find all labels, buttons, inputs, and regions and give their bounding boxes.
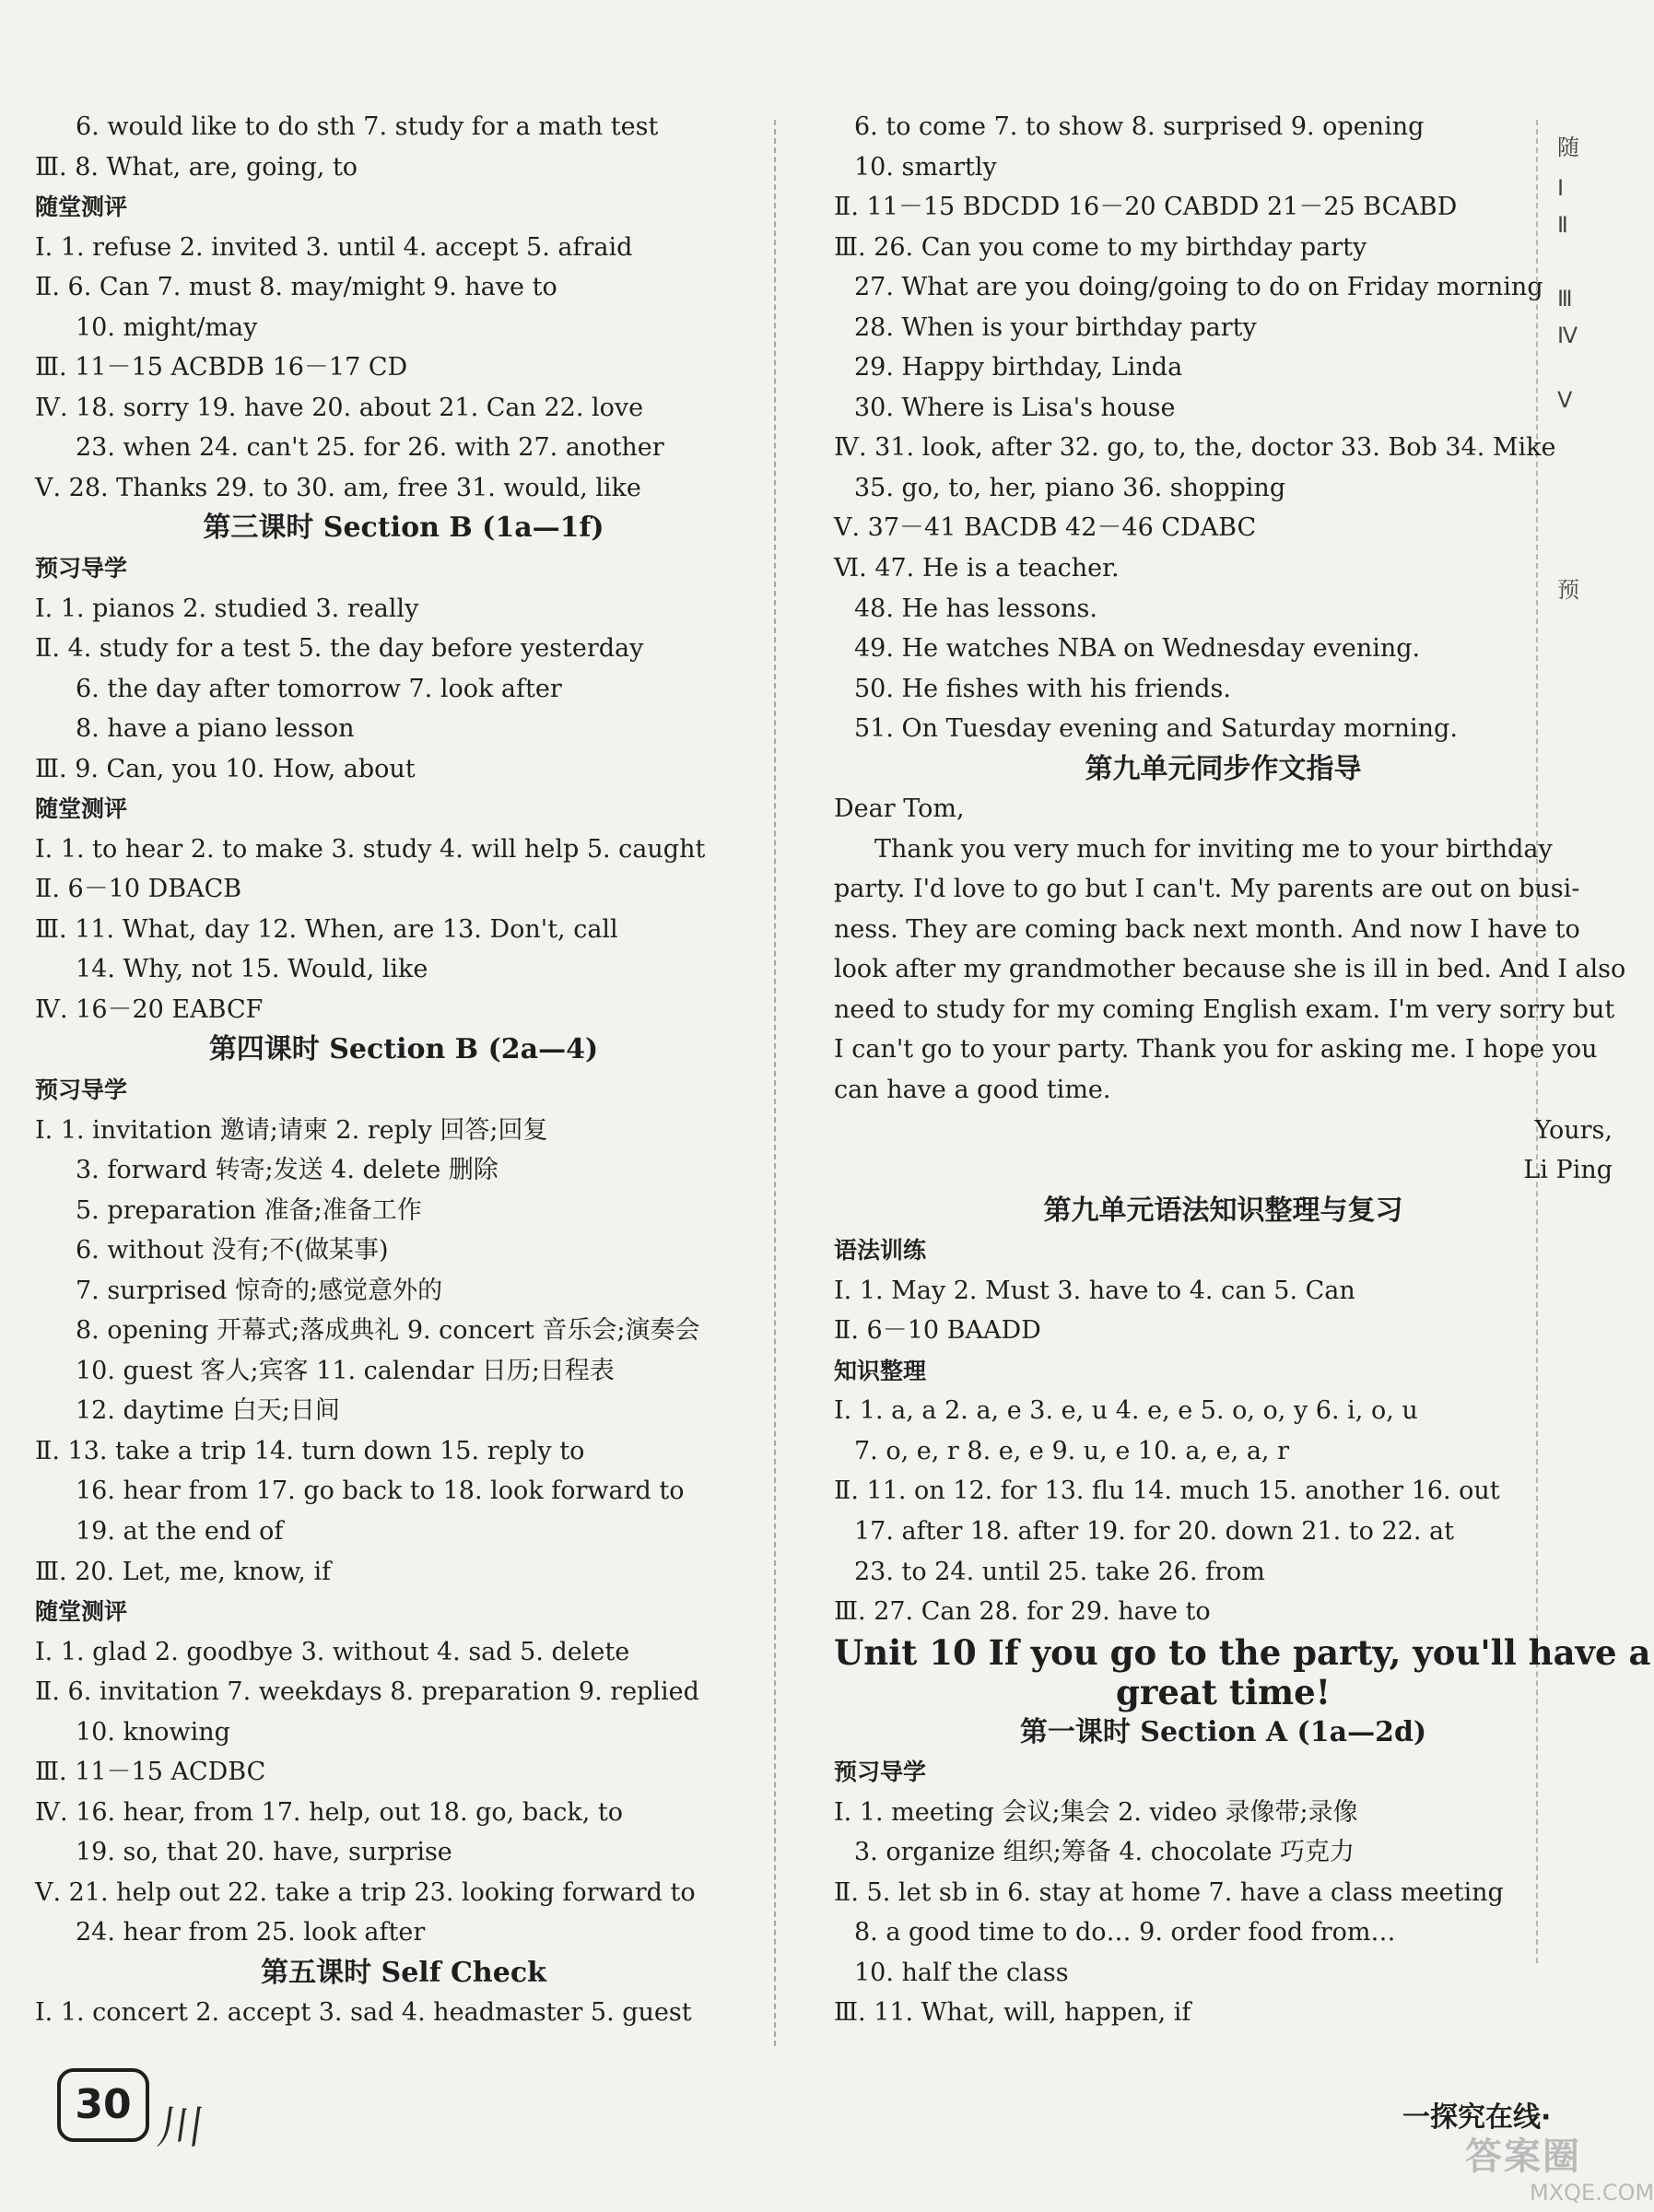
left-column-line-21: Ⅲ. 11. What, day 12. When, are 13. Don't, call (35, 915, 618, 944)
left-column-line-13: Ⅰ. 1. pianos 2. studied 3. really (35, 594, 419, 623)
right-column-line-32: 知识整理 (834, 1358, 927, 1384)
right-column-line-34: 7. o, e, r 8. e, e 9. u, e 10. a, e, a, r (854, 1437, 1289, 1465)
left-column-line-20: Ⅱ. 6－10 DBACB (35, 875, 242, 903)
right-column-line-47: 10. half the class (854, 1959, 1069, 1987)
watermark-line2: MXQE.COM (1530, 2180, 1654, 2206)
left-column-line-45: Ⅴ. 21. help out 22. take a trip 23. looking forward to (35, 1878, 696, 1907)
left-column-line-11: 第三课时 Section B (1a—1f) (203, 512, 604, 544)
right-column-line-20: party. I'd love to go but I can't. My parents are out on busi- (834, 875, 1580, 903)
right-column-line-37: 23. to 24. until 25. take 26. from (854, 1558, 1265, 1586)
left-column-line-25: 预习导学 (35, 1077, 128, 1103)
right-column-line-21: ness. They are coming back next month. And now I have to (834, 915, 1580, 944)
left-column-line-7: Ⅲ. 11－15 ACBDB 16－17 CD (35, 353, 408, 382)
right-column-line-13: 48. He has lessons. (854, 594, 1097, 623)
right-column-line-40: great time! (1116, 1672, 1331, 1712)
right-column-line-33: Ⅰ. 1. a, a 2. a, e 3. e, u 4. e, e 5. o, o, y 6. i, o, u (834, 1396, 1418, 1425)
left-column-line-1: 6. would like to do sth 7. study for a math test (76, 112, 659, 141)
right-column-line-15: 50. He fishes with his friends. (854, 675, 1231, 703)
right-column-line-8: 30. Where is Lisa's house (854, 394, 1176, 422)
left-column-line-40: Ⅱ. 6. invitation 7. weekdays 8. preparation 9. replied (35, 1677, 699, 1706)
left-column-line-24: 第四课时 Section B (2a—4) (208, 1033, 599, 1065)
watermark-line1: 答案圈 (1465, 2136, 1581, 2178)
right-column-line-16: 51. On Tuesday evening and Saturday morning. (854, 714, 1458, 743)
left-column-line-36: 19. at the end of (76, 1517, 284, 1546)
right-column-line-14: 49. He watches NBA on Wednesday evening. (854, 634, 1421, 663)
right-column-line-9: Ⅳ. 31. look, after 32. go, to, the, doctor 33. Bob 34. Mike (834, 433, 1556, 462)
right-column-line-3: Ⅱ. 11－15 BDCDD 16－20 CABDD 21－25 BCABD (834, 193, 1458, 221)
left-column-line-35: 16. hear from 17. go back to 18. look forward to (76, 1477, 685, 1505)
left-column-line-46: 24. hear from 25. look after (76, 1918, 426, 1947)
right-column-line-41: 第一课时 Section A (1a—2d) (1019, 1716, 1427, 1748)
left-column-line-33: 12. daytime 白天;日间 (76, 1396, 340, 1425)
right-column-line-35: Ⅱ. 11. on 12. for 13. flu 14. much 15. another 16. out (834, 1477, 1500, 1505)
right-column-line-27: Li Ping (1523, 1156, 1613, 1184)
right-column-line-12: Ⅵ. 47. He is a teacher. (834, 554, 1120, 582)
left-column-line-18: 随堂测评 (35, 795, 128, 822)
left-column-line-32: 10. guest 客人;宾客 11. calendar 日历;日程表 (76, 1357, 615, 1385)
right-column-line-48: Ⅲ. 11. What, will, happen, if (834, 1998, 1191, 2027)
right-column-line-44: 3. organize 组织;筹备 4. chocolate 巧克力 (854, 1838, 1355, 1866)
right-column-line-31: Ⅱ. 6－10 BAADD (834, 1316, 1041, 1345)
left-column-line-8: Ⅳ. 18. sorry 19. have 20. about 21. Can 22. love (35, 394, 644, 422)
right-column-line-28: 第九单元语法知识整理与复习 (1043, 1194, 1403, 1227)
left-column-line-28: 5. preparation 准备;准备工作 (76, 1196, 422, 1225)
right-column-line-22: look after my grandmother because she is ill in bed. And I also (834, 955, 1626, 983)
left-column-line-5: Ⅱ. 6. Can 7. must 8. may/might 9. have to (35, 273, 557, 301)
right-column-line-23: need to study for my coming English exam. I'm very sorry but (834, 995, 1615, 1024)
footer-brand: 一探究在线· (1402, 2101, 1552, 2134)
edge-text-3: Ⅱ (1557, 212, 1568, 238)
right-column-line-38: Ⅲ. 27. Can 28. for 29. have to (834, 1597, 1211, 1626)
left-column-line-15: 6. the day after tomorrow 7. look after (76, 675, 562, 703)
right-column-line-43: Ⅰ. 1. meeting 会议;集会 2. video 录像带;录像 (834, 1798, 1358, 1827)
watermark (1465, 2127, 1654, 2206)
edge-text-7: 预 (1557, 577, 1579, 603)
handwritten-mark: 川 (154, 2100, 208, 2154)
right-column-line-19: Thank you very much for inviting me to your birthday (874, 835, 1553, 864)
left-column-line-29: 6. without 没有;不(做某事) (76, 1236, 389, 1265)
left-column-line-26: Ⅰ. 1. invitation 邀请;请柬 2. reply 回答;回复 (35, 1116, 548, 1145)
left-column-line-37: Ⅲ. 20. Let, me, know, if (35, 1558, 332, 1586)
left-column-line-2: Ⅲ. 8. What, are, going, to (35, 153, 358, 182)
right-column-line-26: Yours, (1534, 1116, 1613, 1145)
left-column-line-31: 8. opening 开幕式;落成典礼 9. concert 音乐会;演奏会 (76, 1316, 700, 1345)
right-column-line-11: Ⅴ. 37－41 BACDB 42－46 CDABC (834, 513, 1257, 542)
left-column-line-27: 3. forward 转寄;发送 4. delete 删除 (76, 1156, 499, 1184)
left-column-line-16: 8. have a piano lesson (76, 714, 355, 743)
right-column-line-6: 28. When is your birthday party (854, 313, 1257, 342)
edge-text-5: Ⅳ (1557, 323, 1578, 348)
left-column-line-19: Ⅰ. 1. to hear 2. to make 3. study 4. will help 5. caught (35, 835, 706, 864)
left-column-line-38: 随堂测评 (35, 1598, 128, 1625)
left-column-line-39: Ⅰ. 1. glad 2. goodbye 3. without 4. sad 5. delete (35, 1638, 630, 1666)
left-column-line-42: Ⅲ. 11－15 ACDBC (35, 1758, 266, 1786)
right-column-line-1: 6. to come 7. to show 8. surprised 9. opening (854, 112, 1425, 141)
right-column-line-29: 语法训练 (834, 1237, 927, 1264)
right-column-line-5: 27. What are you doing/going to do on Friday morning (854, 273, 1543, 301)
right-column-line-7: 29. Happy birthday, Linda (854, 353, 1183, 382)
left-column-line-43: Ⅳ. 16. hear, from 17. help, out 18. go, back, to (35, 1798, 623, 1827)
left-column-line-17: Ⅲ. 9. Can, you 10. How, about (35, 755, 416, 783)
left-column-line-34: Ⅱ. 13. take a trip 14. turn down 15. reply to (35, 1437, 585, 1465)
edge-text-4: Ⅲ (1557, 286, 1573, 312)
right-column-line-46: 8. a good time to do… 9. order food from… (854, 1918, 1396, 1947)
left-column-line-23: Ⅳ. 16－20 EABCF (35, 995, 264, 1024)
right-column-line-2: 10. smartly (854, 153, 997, 182)
right-column-line-18: Dear Tom, (834, 794, 965, 823)
left-column-line-14: Ⅱ. 4. study for a test 5. the day before yesterday (35, 634, 644, 663)
right-column-line-45: Ⅱ. 5. let sb in 6. stay at home 7. have a class meeting (834, 1878, 1504, 1907)
column-divider (774, 120, 776, 2046)
left-column-line-22: 14. Why, not 15. Would, like (76, 955, 428, 983)
left-column-line-4: Ⅰ. 1. refuse 2. invited 3. until 4. accept 5. afraid (35, 233, 633, 262)
edge-text-2: Ⅰ (1557, 175, 1565, 201)
page-number: 30 (57, 2068, 149, 2142)
left-column-line-48: Ⅰ. 1. concert 2. accept 3. sad 4. headmaster 5. guest (35, 1998, 692, 2027)
left-column-line-10: Ⅴ. 28. Thanks 29. to 30. am, free 31. would, like (35, 474, 641, 502)
left-column-line-44: 19. so, that 20. have, surprise (76, 1838, 452, 1866)
left-column-line-30: 7. surprised 惊奇的;感觉意外的 (76, 1277, 443, 1305)
edge-text-6: V (1557, 387, 1573, 413)
right-column-line-42: 预习导学 (834, 1759, 927, 1785)
left-column-line-47: 第五课时 Self Check (261, 1957, 546, 1989)
right-column-line-17: 第九单元同步作文指导 (1085, 753, 1362, 785)
right-column-line-25: can have a good time. (834, 1076, 1111, 1104)
right-column-line-10: 35. go, to, her, piano 36. shopping (854, 474, 1286, 502)
right-column-line-4: Ⅲ. 26. Can you come to my birthday party (834, 233, 1367, 262)
left-column-line-41: 10. knowing (76, 1718, 230, 1747)
left-column-line-9: 23. when 24. can't 25. for 26. with 27. another (76, 433, 664, 462)
right-column-line-39: Unit 10 If you go to the party, you'll have a (834, 1632, 1651, 1673)
right-column-line-30: Ⅰ. 1. May 2. Must 3. have to 4. can 5. Can (834, 1277, 1355, 1305)
edge-text-1: 随 (1557, 135, 1579, 160)
right-column-line-24: I can't go to your party. Thank you for asking me. I hope you (834, 1035, 1598, 1064)
left-column-line-3: 随堂测评 (35, 194, 128, 220)
left-column-line-12: 预习导学 (35, 555, 128, 582)
left-column-line-6: 10. might/may (76, 313, 258, 342)
right-column-line-36: 17. after 18. after 19. for 20. down 21. to 22. at (854, 1517, 1454, 1546)
